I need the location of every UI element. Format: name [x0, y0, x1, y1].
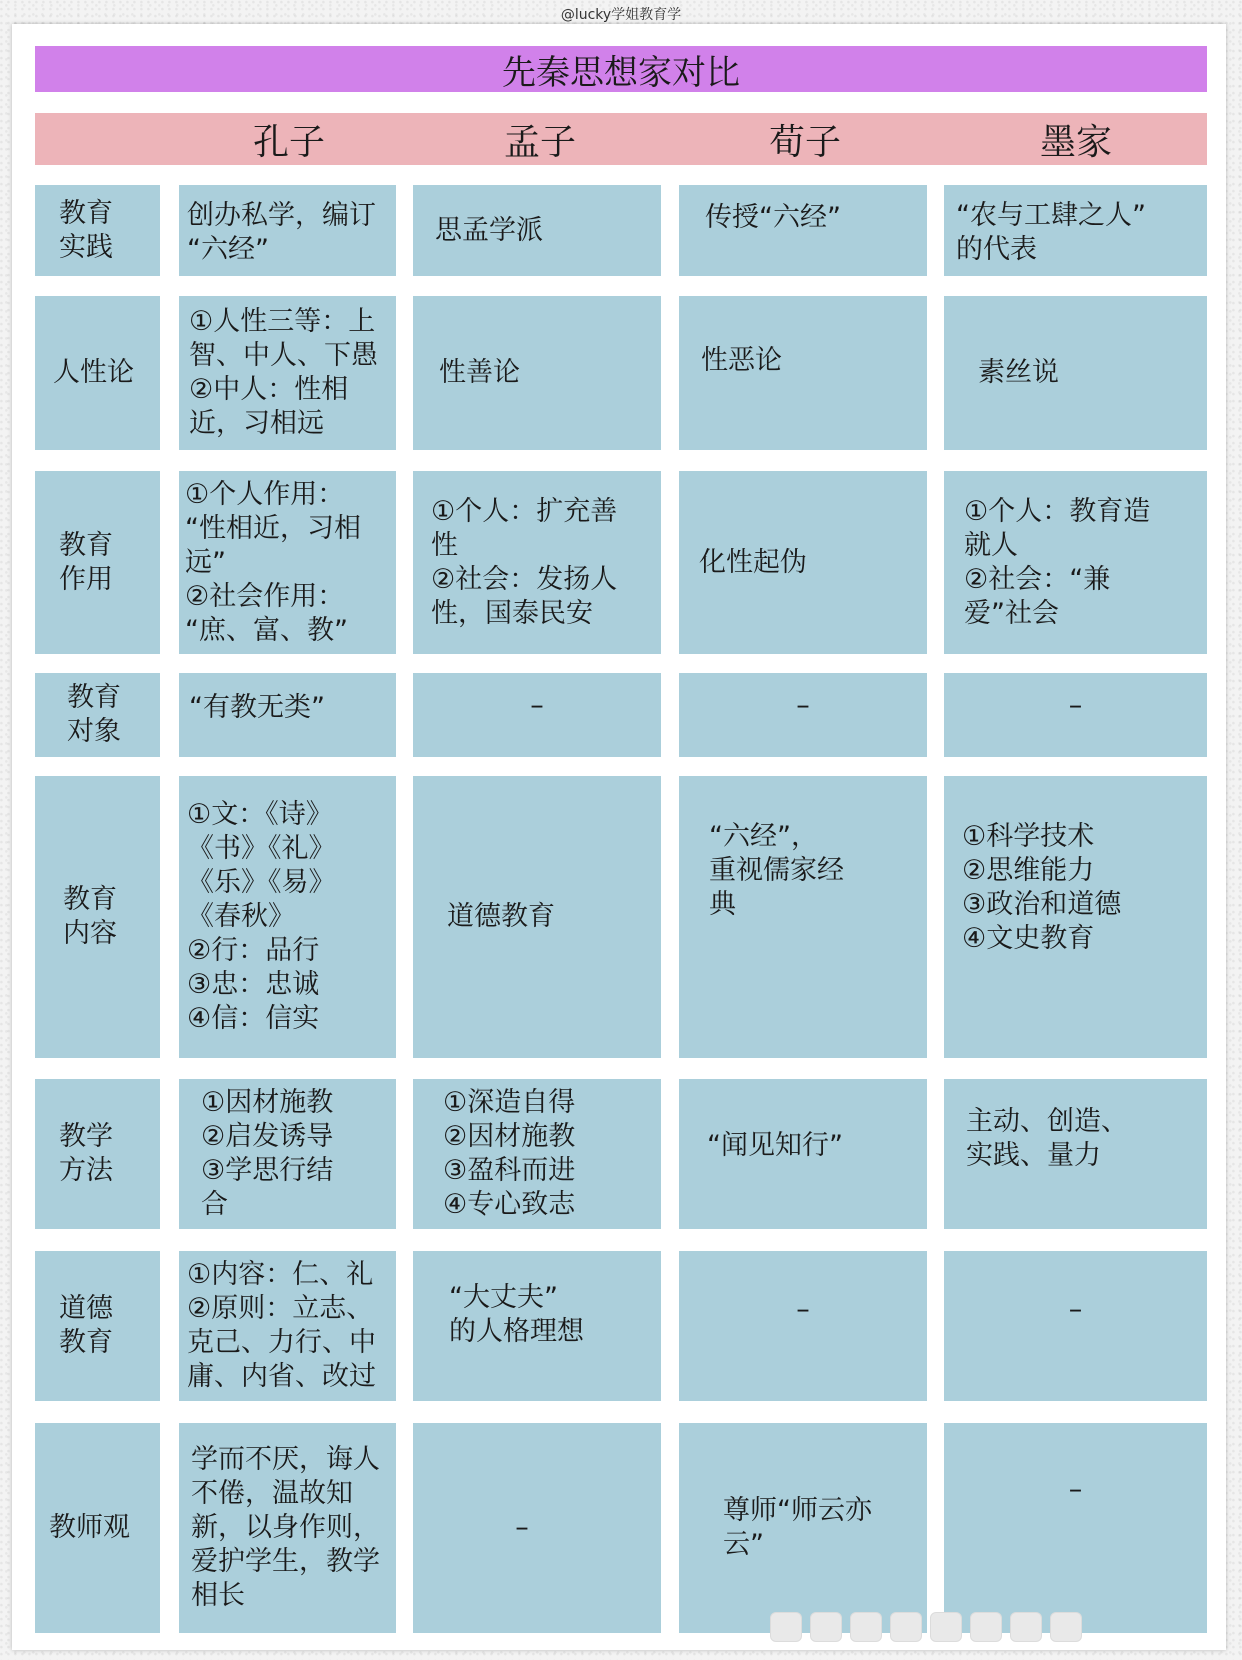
cell-text: “六经”， 重视儒家经 典 [709, 821, 844, 920]
table-cell [413, 673, 661, 757]
cell-text: 性恶论 [701, 345, 782, 376]
table-cell [679, 776, 927, 1058]
table-cell [179, 296, 396, 450]
table-cell [679, 1251, 927, 1401]
table-cell [413, 776, 661, 1058]
row-label-education-function [35, 471, 160, 654]
column-header-mojia: 墨家 [1039, 121, 1112, 163]
table-cell [679, 296, 927, 450]
table-cell [413, 471, 661, 654]
row-label-education-target [35, 673, 160, 757]
row-label-moral-education [35, 1251, 160, 1401]
cell-text: “闻见知行” [707, 1130, 843, 1161]
row-label-text: 道德 教育 [59, 1293, 113, 1358]
table-cell [944, 1079, 1207, 1229]
table-cell [944, 471, 1207, 654]
table-cell [179, 471, 396, 654]
table-cell [179, 776, 396, 1058]
cell-text: ①科学技术 ②思维能力 ③政治和道德 ④文史教育 [962, 821, 1122, 954]
table-cell [679, 1423, 927, 1633]
cell-text: ①因材施教 ②启发诱导 ③学思行结 合 [201, 1087, 334, 1220]
page-dot [970, 1612, 1002, 1642]
row-label-text: 教育 作用 [59, 529, 113, 595]
cell-text: – [796, 1294, 810, 1325]
watermark: @lucky学姐教育学 [560, 7, 682, 23]
cell-text: 性善论 [439, 357, 520, 388]
cell-text: ①个人：教育造 就人 ②社会：“兼 爱”社会 [964, 495, 1151, 629]
column-header-mengzi: 孟子 [503, 121, 576, 163]
table-cell [944, 185, 1207, 276]
table-cell [413, 185, 661, 276]
table-cell [944, 296, 1207, 450]
table-cell [944, 1251, 1207, 1401]
table-cell [944, 1423, 1207, 1633]
cell-text: – [515, 1512, 529, 1543]
cell-text: ①文：《诗》 《书》《礼》 《乐》《易》 《春秋》 ②行：品行 ③忠：忠诚 ④信：信实 [187, 799, 336, 1034]
row-label-education-content [35, 776, 160, 1058]
table-cell [179, 185, 396, 276]
cell-text: – [530, 690, 544, 721]
column-header-xunzi: 荀子 [768, 121, 841, 163]
cell-text: ①个人作用： “性相近，习相 远” ②社会作用： “庶、富、教” [185, 478, 361, 646]
cell-text: ①个人：扩充善 性 ②社会：发扬人 性，国泰民安 [431, 495, 618, 629]
cell-text: ①内容：仁、礼 ②原则：立志、 克己、力行、中 庸、内省、改过 [187, 1259, 376, 1392]
table-cell [179, 1251, 396, 1401]
table-cell [413, 1251, 661, 1401]
page-dot [770, 1612, 802, 1642]
row-label-text: 人性论 [53, 357, 134, 388]
cell-text: – [796, 690, 810, 721]
cell-text: 道德教育 [447, 901, 555, 932]
row-label-text: 教学 方法 [59, 1121, 113, 1186]
row-label-text: 教师观 [49, 1512, 130, 1543]
page-dot [930, 1612, 962, 1642]
column-header-kongzi: 孔子 [252, 121, 325, 163]
table-cell [679, 471, 927, 654]
row-label-text: 教育 内容 [63, 884, 117, 949]
row-label-text: 教育 对象 [67, 682, 121, 747]
cell-text: – [1068, 1294, 1083, 1325]
cell-text: “大丈夫” 的人格理想 [449, 1282, 584, 1347]
table-cell [413, 1423, 661, 1633]
table-cell [944, 776, 1207, 1058]
page-indicator [770, 1612, 1090, 1640]
cell-text: 传授“六经” [705, 202, 841, 233]
table-cell [179, 1079, 396, 1229]
table-cell [413, 1079, 661, 1229]
page-dot [850, 1612, 882, 1642]
row-label-text: 教育 实践 [59, 197, 113, 263]
table-cell [179, 673, 396, 757]
cell-text: 尊师“师云亦 云” [723, 1495, 872, 1560]
page-dot [890, 1612, 922, 1642]
cell-text: 化性起伪 [699, 546, 807, 578]
row-label-teacher-view [35, 1423, 160, 1633]
cell-text: 创办私学，编订 “六经” [187, 200, 376, 265]
page-dot [1010, 1612, 1042, 1642]
row-label-teaching-method [35, 1079, 160, 1229]
cell-text: “农与工肆之人” 的代表 [956, 200, 1146, 265]
cell-text: – [1068, 1474, 1083, 1505]
cell-text: ①人性三等：上 智、中人、下愚 ②中人：性相 近，习相远 [189, 306, 378, 439]
page-title: 先秦思想家对比 [35, 46, 1207, 92]
cell-text: 思孟学派 [435, 214, 543, 246]
cell-text: “有教无类” [189, 692, 325, 723]
cell-text: – [1068, 690, 1083, 721]
cell-text: ①深造自得 ②因材施教 ③盈科而进 ④专心致志 [443, 1087, 576, 1220]
cell-text: 素丝说 [978, 357, 1059, 388]
table-cell [944, 673, 1207, 757]
row-label-practice [35, 185, 160, 276]
row-label-human-nature [35, 296, 160, 450]
table-cell [179, 1423, 396, 1633]
table-cell [679, 673, 927, 757]
table-cell [679, 185, 927, 276]
cell-text: 主动、创造、 实践、量力 [966, 1106, 1128, 1171]
page-dot [1050, 1612, 1082, 1642]
table-cell [413, 296, 661, 450]
table-cell [679, 1079, 927, 1229]
cell-text: 学而不厌，诲人 不倦，温故知 新，以身作则， 爱护学生，教学 相长 [191, 1444, 380, 1611]
page-dot [810, 1612, 842, 1642]
